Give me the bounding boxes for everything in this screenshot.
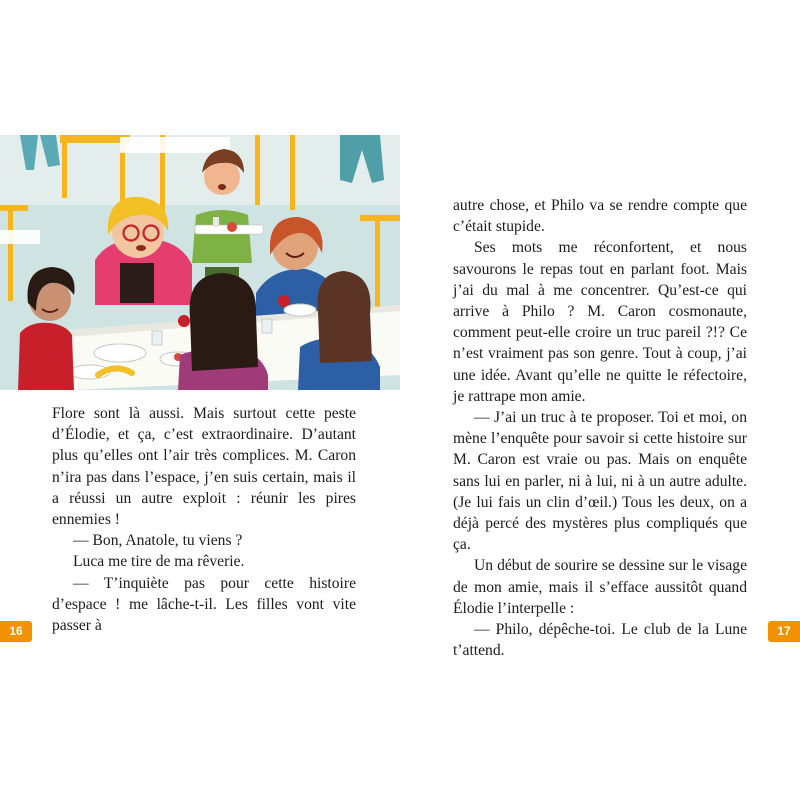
paragraph: Ses mots me réconfortent, et nous savourons le repas tout en parlant foot. Mais j’ai du mal à me concentrer. Qu’est-ce qui arrive à Philo ? M. Caron cosmonaute, comment peut-elle croire un truc pareil ?!? Ce n’est vraiment pas son genre. Tout à coup, j’ai une idée. Avant qu’elle ne quitte le réfectoire, je rattrape mon amie. bbox=[453, 239, 747, 405]
paragraph: Luca me tire de ma rêverie. bbox=[73, 553, 245, 571]
page-number-right: 17 bbox=[768, 621, 800, 642]
right-page bbox=[400, 0, 800, 800]
paragraph: — J’ai un truc à te proposer. Toi et moi, on mène l’enquête pour savoir si cette histoire sur M. Caron est vraie ou pas. Mais on enquête sans lui en parler, ni à lui, ni à un autre adulte. (Je lui fais un clin d’œil.) Tous les deux, on a déjà percé des mystères plus compliqués que ça. bbox=[453, 409, 747, 554]
illustration-svg bbox=[0, 135, 400, 390]
paragraph: autre chose, et Philo va se rendre compte que c’était stupide. bbox=[453, 197, 747, 236]
cafeteria-illustration bbox=[0, 135, 400, 390]
paragraph: — Bon, Anatole, tu viens ? bbox=[73, 532, 243, 550]
paragraph: Flore sont là aussi. Mais surtout cette peste d’Élodie, et ça, c’est extraordinaire. D’autant plus qu’elles ont l’air très complices. M. Caron n’ira pas dans l’espace, j’en suis certain, mais il a réussi un autre exploit : réunir les pires ennemies ! bbox=[52, 405, 356, 529]
paragraph: — T’inquiète pas pour cette histoire d’espace ! me lâche-t-il. Les filles vont vite passer à bbox=[52, 574, 356, 635]
right-page-text bbox=[453, 195, 747, 661]
paragraph: — Philo, dépêche-toi. Le club de la Lune t’attend. bbox=[453, 621, 747, 660]
page-number-left: 16 bbox=[0, 621, 32, 642]
paragraph: Un début de sourire se dessine sur le visage de mon amie, mais il s’efface aussitôt quand Élodie l’interpelle : bbox=[453, 557, 747, 617]
left-page-text bbox=[52, 403, 356, 636]
